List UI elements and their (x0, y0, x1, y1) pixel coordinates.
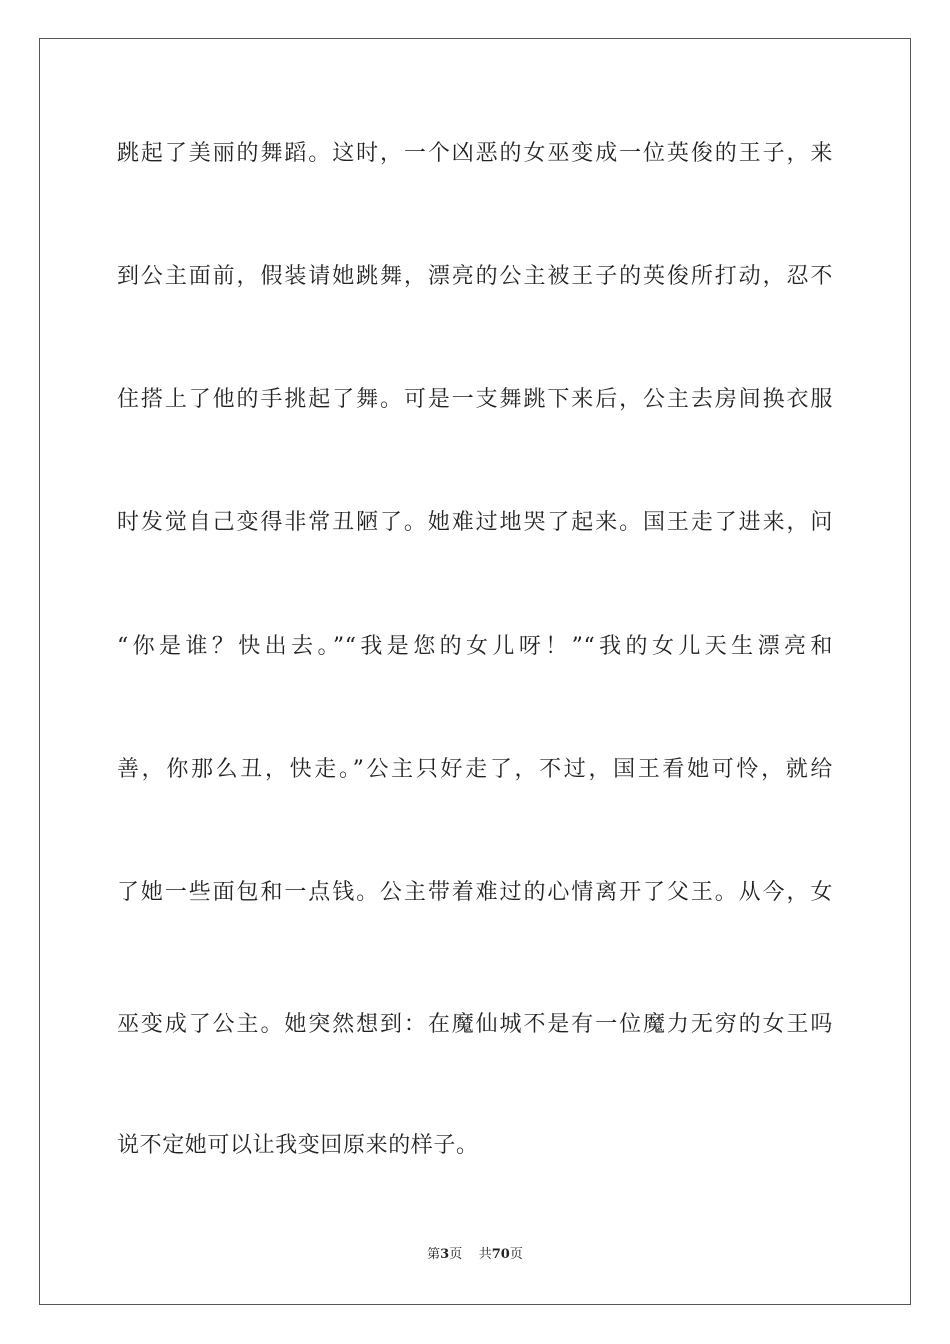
total-pages: 70 (491, 1247, 510, 1262)
body-text-line: 到公主面前，假装请她跳舞，漂亮的公主被王子的英俊所打动，忍不 (117, 264, 833, 289)
total-prefix: 共 (478, 1247, 492, 1262)
body-text-line: 时发觉自己变得非常丑陋了。她难过地哭了起来。国王走了进来，问 (117, 510, 833, 535)
body-text-line: 跳起了美丽的舞蹈。这时，一个凶恶的女巫变成一位英俊的王子，来 (117, 141, 833, 166)
page-suffix: 页 (449, 1247, 463, 1262)
body-text-line: 说不定她可以让我变回原来的样子。 (117, 1133, 479, 1158)
page-border (39, 38, 911, 1305)
total-suffix: 页 (509, 1247, 523, 1262)
page-footer (0, 1246, 950, 1264)
page-prefix: 第 (427, 1247, 441, 1262)
body-text-line: 巫变成了公主。她突然想到：在魔仙城不是有一位魔力无穷的女王吗 (117, 1012, 833, 1037)
page-number: 3 (440, 1247, 450, 1262)
body-text-line: 了她一些面包和一点钱。公主带着难过的心情离开了父王。从今，女 (117, 880, 833, 905)
body-text-line: 善，你那么丑，快走。”公主只好走了，不过，国王看她可怜，就给 (117, 757, 833, 782)
body-text-line: 住搭上了他的手挑起了舞。可是一支舞跳下来后，公主去房间换衣服 (117, 387, 833, 412)
body-text-line: “你是谁？快出去。”“我是您的女儿呀！”“我的女儿天生漂亮和 (117, 634, 833, 659)
